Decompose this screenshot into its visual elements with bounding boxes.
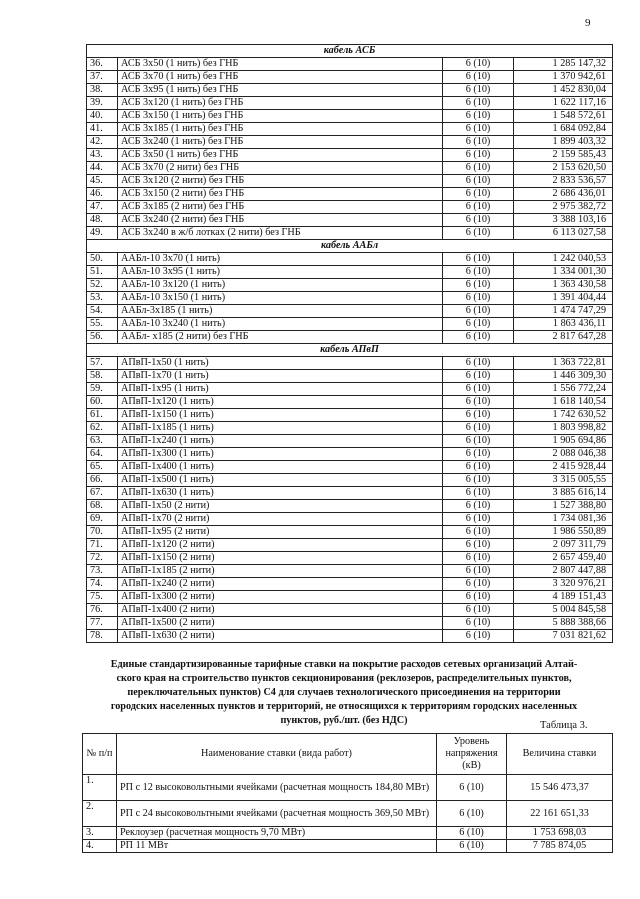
row-voltage: 6 (10) [443,604,514,617]
table-row [87,188,613,201]
row-name: АПвП-1х50 (1 нить) [118,357,443,370]
table-row [87,500,613,513]
row-voltage: 6 (10) [443,409,514,422]
row-value: 2 833 536,57 [514,175,613,188]
row-voltage: 6 (10) [443,58,514,71]
row-voltage: 6 (10) [443,279,514,292]
row-number: 78. [87,630,118,643]
row-number: 67. [87,487,118,500]
table-3-header-row [83,734,613,775]
row-name: Реклоузер (расчетная мощность 9,70 МВт) [117,827,437,840]
table-row [87,136,613,149]
row-name: АСБ 3х120 (1 нить) без ГНБ [118,97,443,110]
row-number: 60. [87,396,118,409]
row-value: 2 817 647,28 [514,331,613,344]
row-voltage: 6 (10) [437,801,507,827]
row-value: 1 986 550,89 [514,526,613,539]
heading-line: переключательных пунктов) С4 для случаев технологического присоединения на территории [127,687,561,698]
row-value: 1 363 722,81 [514,357,613,370]
row-value: 1 452 830,04 [514,84,613,97]
row-name: АСБ 3х120 (2 нити) без ГНБ [118,175,443,188]
row-number: 54. [87,305,118,318]
row-voltage: 6 (10) [443,201,514,214]
row-voltage: 6 (10) [443,617,514,630]
table-row [87,305,613,318]
table-row [87,487,613,500]
table-row [83,840,613,853]
table-row [87,58,613,71]
row-number: 53. [87,292,118,305]
table-row [87,396,613,409]
row-voltage: 6 (10) [443,331,514,344]
row-voltage: 6 (10) [443,71,514,84]
row-name: АПвП-1х120 (2 нити) [118,539,443,552]
row-number: 43. [87,149,118,162]
row-value: 1 899 403,32 [514,136,613,149]
row-voltage: 6 (10) [443,227,514,240]
row-voltage: 6 (10) [443,136,514,149]
row-name: РП с 12 высоковольтными ячейками (расчетная мощность 184,80 МВт) [117,775,437,801]
heading-line: Единые стандартизированные тарифные ставки на покрытие расходов сетевых организаций Алтай- [110,659,578,670]
row-value: 1 370 942,61 [514,71,613,84]
row-number: 41. [87,123,118,136]
row-number: 77. [87,617,118,630]
row-name: АСБ 3х185 (2 нити) без ГНБ [118,201,443,214]
row-value: 1 622 117,16 [514,97,613,110]
row-voltage: 6 (10) [443,253,514,266]
table-row [87,422,613,435]
table-row [87,331,613,344]
table-row [87,175,613,188]
row-voltage: 6 (10) [443,513,514,526]
row-name: ААБл-10 3х240 (1 нить) [118,318,443,331]
row-name: АПвП-1х185 (1 нить) [118,422,443,435]
table-row [83,775,613,801]
row-number: 55. [87,318,118,331]
row-value: 1 905 694,86 [514,435,613,448]
table-row [87,383,613,396]
table-row [87,565,613,578]
table-row [87,474,613,487]
row-voltage: 6 (10) [443,162,514,175]
row-name: АПвП-1х500 (2 нити) [118,617,443,630]
row-number: 51. [87,266,118,279]
row-value: 3 320 976,21 [514,578,613,591]
row-voltage: 6 (10) [443,422,514,435]
row-value: 1 742 630,52 [514,409,613,422]
row-voltage: 6 (10) [443,487,514,500]
row-voltage: 6 (10) [443,318,514,331]
row-number: 45. [87,175,118,188]
row-name: АПвП-1х150 (1 нить) [118,409,443,422]
row-number: 1. [83,775,117,801]
row-voltage: 6 (10) [443,630,514,643]
row-value: 1 334 001,30 [514,266,613,279]
table-row [87,461,613,474]
row-voltage: 6 (10) [443,110,514,123]
row-voltage: 6 (10) [443,370,514,383]
row-value: 7 031 821,62 [514,630,613,643]
row-value: 1 285 147,32 [514,58,613,71]
row-voltage: 6 (10) [443,448,514,461]
row-name: АПвП-1х400 (1 нить) [118,461,443,474]
row-number: 44. [87,162,118,175]
table-row [87,617,613,630]
row-voltage: 6 (10) [443,97,514,110]
table-row [87,162,613,175]
row-number: 47. [87,201,118,214]
row-voltage: 6 (10) [443,474,514,487]
table-row [87,539,613,552]
row-voltage: 6 (10) [437,840,507,853]
row-voltage: 6 (10) [443,357,514,370]
table-row [87,513,613,526]
row-value: 1 803 998,82 [514,422,613,435]
row-name: АПвП-1х120 (1 нить) [118,396,443,409]
table-row [87,71,613,84]
row-value: 5 888 388,66 [514,617,613,630]
section-title: кабель АСБ [87,45,613,58]
table-row [87,279,613,292]
row-voltage: 6 (10) [443,123,514,136]
row-number: 49. [87,227,118,240]
row-voltage: 6 (10) [443,435,514,448]
row-value: 2 975 382,72 [514,201,613,214]
table-row [87,526,613,539]
row-name: АПвП-1х150 (2 нити) [118,552,443,565]
row-value: 4 189 151,43 [514,591,613,604]
row-voltage: 6 (10) [443,526,514,539]
row-number: 48. [87,214,118,227]
table-row [87,84,613,97]
row-value: 2 657 459,40 [514,552,613,565]
row-name: АСБ 3х95 (1 нить) без ГНБ [118,84,443,97]
row-name: АПвП-1х300 (1 нить) [118,448,443,461]
row-number: 42. [87,136,118,149]
row-value: 3 388 103,16 [514,214,613,227]
row-name: ААБл-10 3х120 (1 нить) [118,279,443,292]
row-number: 56. [87,331,118,344]
row-name: РП 11 МВт [117,840,437,853]
row-number: 70. [87,526,118,539]
row-name: ААБл- х185 (2 нити) без ГНБ [118,331,443,344]
table-row [87,110,613,123]
row-name: АПвП-1х300 (2 нити) [118,591,443,604]
row-number: 64. [87,448,118,461]
table-row [87,357,613,370]
header-num: № п/п [83,734,117,775]
row-voltage: 6 (10) [443,552,514,565]
row-name: АСБ 3х240 (2 нити) без ГНБ [118,214,443,227]
table-row [87,448,613,461]
row-number: 71. [87,539,118,552]
row-name: АСБ 3х240 (1 нить) без ГНБ [118,136,443,149]
row-number: 73. [87,565,118,578]
row-number: 76. [87,604,118,617]
row-number: 63. [87,435,118,448]
row-value: 5 004 845,58 [514,604,613,617]
row-name: РП с 24 высоковольтными ячейками (расчетная мощность 369,50 МВт) [117,801,437,827]
row-number: 57. [87,357,118,370]
row-name: АСБ 3х240 в ж/б лотках (2 нити) без ГНБ [118,227,443,240]
row-number: 74. [87,578,118,591]
table-row [83,827,613,840]
row-voltage: 6 (10) [443,461,514,474]
header-value: Величина ставки [507,734,613,775]
row-number: 72. [87,552,118,565]
row-voltage: 6 (10) [443,188,514,201]
section-header-row [87,344,613,357]
row-voltage: 6 (10) [443,266,514,279]
row-number: 46. [87,188,118,201]
table-3-label: Таблица 3. [540,720,588,731]
section-header-row [87,45,613,58]
row-voltage: 6 (10) [443,84,514,97]
table-row [87,552,613,565]
row-name: АСБ 3х70 (1 нить) без ГНБ [118,71,443,84]
heading-line: пунктов, руб./шт. (без НДС) [280,715,408,726]
row-voltage: 6 (10) [443,175,514,188]
row-value: 2 807 447,88 [514,565,613,578]
row-voltage: 6 (10) [443,149,514,162]
row-value: 1 753 698,03 [507,827,613,840]
table-row [87,435,613,448]
page-number: 9 [585,17,591,29]
heading-line: городских населенных пунктов и территорий, не относящихся к территориям городских населенных [110,701,578,712]
table-row [83,801,613,827]
table-row [87,318,613,331]
row-value: 1 548 572,61 [514,110,613,123]
header-name: Наименование ставки (вида работ) [117,734,437,775]
row-name: ААБл-3х185 (1 нить) [118,305,443,318]
section-heading [84,658,604,728]
row-name: АСБ 3х150 (2 нити) без ГНБ [118,188,443,201]
row-value: 2 153 620,50 [514,162,613,175]
heading-line: ского края на строительство пунктов секционирования (реклозеров, распределительных пунктов, [116,673,572,684]
row-value: 7 785 874,05 [507,840,613,853]
row-value: 2 686 436,01 [514,188,613,201]
table-row [87,370,613,383]
row-number: 69. [87,513,118,526]
row-value: 3 315 005,55 [514,474,613,487]
row-name: АСБ 3х70 (2 нити) без ГНБ [118,162,443,175]
row-voltage: 6 (10) [443,396,514,409]
row-value: 22 161 651,33 [507,801,613,827]
table-row [87,227,613,240]
row-value: 6 113 027,58 [514,227,613,240]
sectioning-points-table [82,733,613,853]
row-number: 37. [87,71,118,84]
row-number: 62. [87,422,118,435]
row-voltage: 6 (10) [443,383,514,396]
row-name: АПвП-1х50 (2 нити) [118,500,443,513]
row-name: АСБ 3х150 (1 нить) без ГНБ [118,110,443,123]
section-title: кабель ААБл [87,240,613,253]
row-number: 39. [87,97,118,110]
row-number: 65. [87,461,118,474]
row-name: АПвП-1х500 (1 нить) [118,474,443,487]
row-name: АПвП-1х400 (2 нити) [118,604,443,617]
row-name: АПвП-1х70 (2 нити) [118,513,443,526]
row-number: 4. [83,840,117,853]
row-name: АСБ 3х50 (1 нить) без ГНБ [118,58,443,71]
row-number: 36. [87,58,118,71]
row-name: АПвП-1х630 (1 нить) [118,487,443,500]
row-value: 2 088 046,38 [514,448,613,461]
row-voltage: 6 (10) [443,539,514,552]
section-title: кабель АПвП [87,344,613,357]
row-voltage: 6 (10) [443,292,514,305]
row-value: 2 159 585,43 [514,149,613,162]
table-row [87,266,613,279]
table-row [87,409,613,422]
row-value: 2 097 311,79 [514,539,613,552]
row-name: ААБл-10 3х150 (1 нить) [118,292,443,305]
row-value: 2 415 928,44 [514,461,613,474]
row-number: 68. [87,500,118,513]
row-voltage: 6 (10) [443,500,514,513]
table-row [87,149,613,162]
row-voltage: 6 (10) [443,214,514,227]
row-value: 1 527 388,80 [514,500,613,513]
row-name: АПвП-1х240 (1 нить) [118,435,443,448]
table-row [87,97,613,110]
row-value: 1 446 309,30 [514,370,613,383]
row-name: АСБ 3х185 (1 нить) без ГНБ [118,123,443,136]
table-row [87,630,613,643]
row-value: 1 863 436,11 [514,318,613,331]
row-value: 1 391 404,44 [514,292,613,305]
table-row [87,201,613,214]
row-number: 2. [83,801,117,827]
row-number: 3. [83,827,117,840]
row-number: 75. [87,591,118,604]
row-number: 40. [87,110,118,123]
table-row [87,214,613,227]
row-name: АПвП-1х95 (2 нити) [118,526,443,539]
row-value: 1 684 092,84 [514,123,613,136]
row-value: 1 242 040,53 [514,253,613,266]
row-name: АПвП-1х185 (2 нити) [118,565,443,578]
row-number: 66. [87,474,118,487]
row-value: 15 546 473,37 [507,775,613,801]
table-row [87,123,613,136]
row-value: 1 474 747,29 [514,305,613,318]
table-row [87,253,613,266]
row-voltage: 6 (10) [437,775,507,801]
table-row [87,591,613,604]
row-voltage: 6 (10) [443,565,514,578]
row-number: 58. [87,370,118,383]
row-number: 50. [87,253,118,266]
row-voltage: 6 (10) [443,578,514,591]
row-number: 38. [87,84,118,97]
row-value: 1 734 081,36 [514,513,613,526]
row-number: 59. [87,383,118,396]
row-number: 52. [87,279,118,292]
row-name: АПвП-1х95 (1 нить) [118,383,443,396]
section-header-row [87,240,613,253]
row-voltage: 6 (10) [443,591,514,604]
table-row [87,292,613,305]
row-value: 1 556 772,24 [514,383,613,396]
row-name: ААБл-10 3х70 (1 нить) [118,253,443,266]
table-row [87,578,613,591]
row-voltage: 6 (10) [437,827,507,840]
table-row [87,604,613,617]
row-value: 1 363 430,58 [514,279,613,292]
row-value: 3 885 616,14 [514,487,613,500]
row-name: АПвП-1х70 (1 нить) [118,370,443,383]
row-name: АПвП-1х240 (2 нити) [118,578,443,591]
row-number: 61. [87,409,118,422]
row-name: АСБ 3х50 (1 нить) без ГНБ [118,149,443,162]
header-voltage: Уровень напряжения (кВ) [437,734,507,775]
row-value: 1 618 140,54 [514,396,613,409]
row-voltage: 6 (10) [443,305,514,318]
row-name: ААБл-10 3х95 (1 нить) [118,266,443,279]
row-name: АПвП-1х630 (2 нити) [118,630,443,643]
cable-rates-table [86,44,613,643]
